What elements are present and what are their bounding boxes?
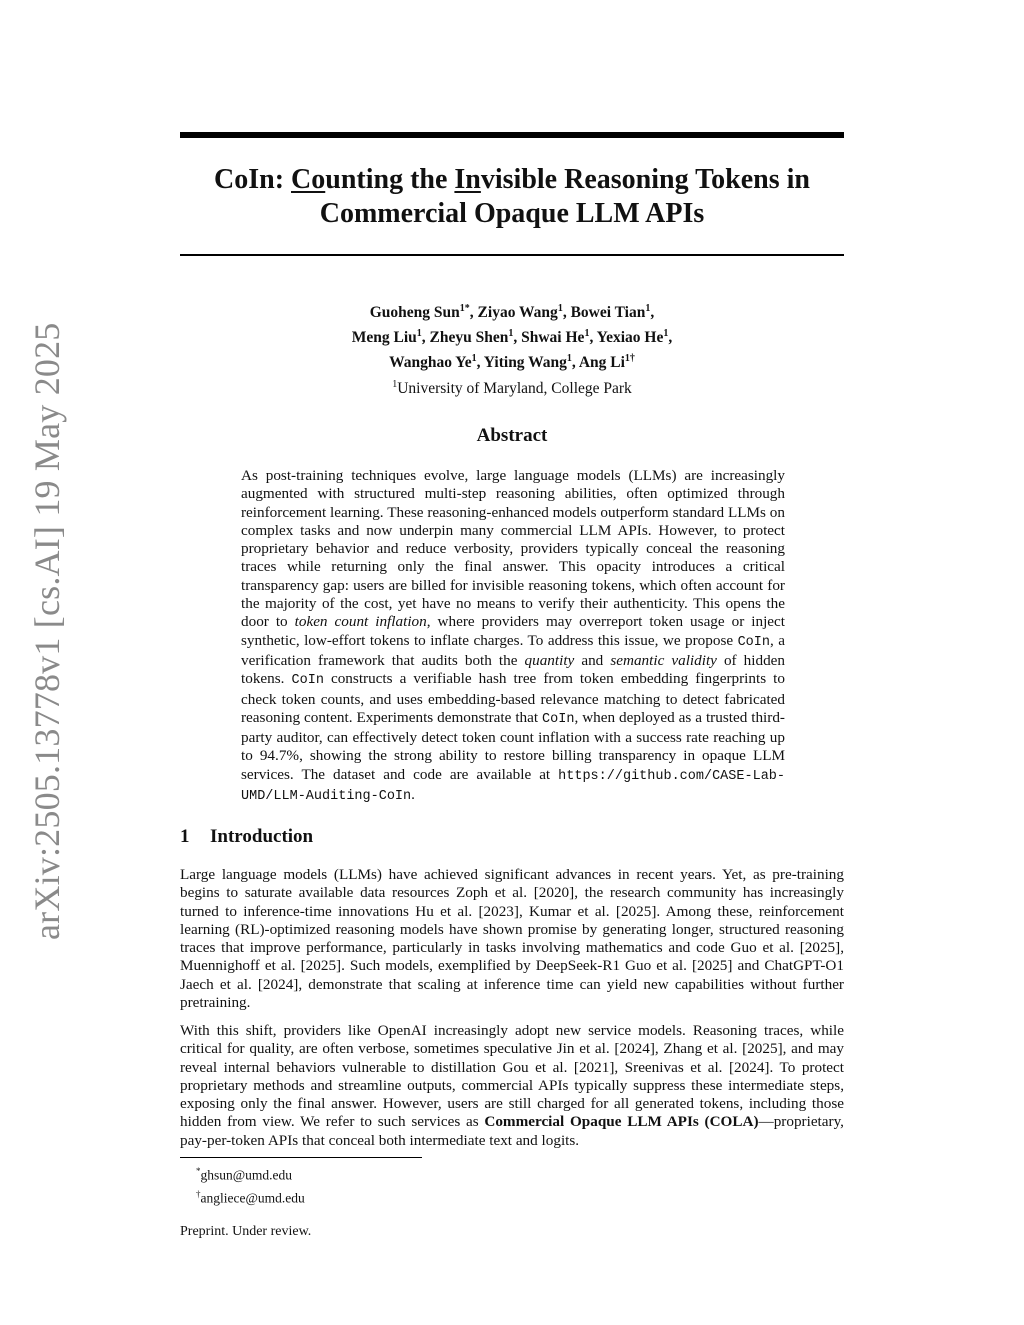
abstract-heading: Abstract (476, 425, 548, 446)
author-name: Zheyu Shen (429, 329, 509, 347)
author-name: Shwai He (521, 329, 585, 347)
affiliation: $^1$University of Maryland, College Park (392, 378, 632, 397)
author-block: Guoheng Sun$^{1*}$, Ziyao Wang$^1$, Bowei Tian$^1$, Meng Liu$^1$, Zheyu Shen$^1$, Shwai He$^1$, Yexiao He$^1$, Wanghao Ye$^1$, Yiting Wang$^1$, Ang $Li^{1\dagger}$ $^1$University of Maryland, College Park (351, 303, 673, 397)
title-bottom-rule (180, 254, 844, 256)
author-name: Ziyao Wang (477, 304, 558, 322)
intro-paragraph-1: Large language models (LLMs) have achieved significant advances in recent years. Yet, as pre-training begins to saturate available data resources Zoph et al. [2020], the research community has increasingly turned to inference-time innovations Hu et al. [2023], Kumar et al. [2025]. Among these, reinforcement learning (RL)-optimized reasoning models have shown promise by generating longer, structured reasoning traces that improve performance, particularly in tasks involving mathematics and code Guo et al. [2025], Muennighoff et al. [2025]. Such models, exemplified by DeepSeek-R1 Guo et al. [2025] and ChatGPT-O1 Jaech et al. [2024], demonstrate that scaling at inference time can yield new capabilities without further pretraining. (180, 866, 844, 1012)
section-heading: 1 Introduction (180, 826, 314, 847)
title-top-rule (180, 132, 844, 138)
author-name: Ang Li (578, 354, 625, 372)
abstract-text: As post-training techniques evolve, large language models (LLMs) are increasingly augmented with structured multi-step reasoning abilities, often optimized through reinforcement learning. These reasoning-enhanced models outperform standard LLMs on complex tasks and now underpin many commercial LLM APIs. However, to protect proprietary behavior and reduce verbosity, providers typically conceal the reasoning traces while returning only the final answer. This opacity introduces a critical transparency gap: users are billed for invisible reasoning tokens, which often account for the majority of the cost, yet have no means to verify their authenticity. This opens the door to token count inflation, where providers may overreport token usage or inject synthetic, low-effort tokens to inflate charges. To address this issue, we propose CoIn, a verification framework that audits both the quantity and semantic validity of hidden tokens. CoIn constructs a verifiable hash tree from token embedding fingerprints to check token counts, and uses embedding-based relevance matching to detect fabricated reasoning content. Experiments demonstrate that CoIn, when deployed as a trusted third-party auditor, can effectively detect token count inflation with a success rate reaching up to 94.7%, showing the strong ability to restore billing transparency in opaque LLM services. The dataset and code are available at https://github.com/CASE-Lab-UMD/LLM-Auditing-CoIn. (241, 467, 786, 805)
footnote-rule (180, 1157, 422, 1158)
author-name: Guoheng Sun (369, 304, 460, 322)
author-name: Yiting Wang (483, 354, 567, 372)
author-name: Bowei Tian (570, 304, 646, 322)
arxiv-stamp: arXiv:2505.13778v1 [cs.AI] 19 May 2025 (27, 322, 67, 940)
paper-title: CoIn: Counting the Invisible Reasoning Tokens in Commercial Opaque LLM APIs (214, 164, 810, 229)
author-name: Wanghao Ye (389, 354, 472, 372)
footnotes (196, 1162, 305, 1207)
author-name: Yexiao He (596, 329, 664, 347)
repo-link[interactable]: https://github.com/CASE-Lab-UMD/LLM-Auditing-CoIn (241, 768, 785, 805)
intro-paragraph-2: With this shift, providers like OpenAI increasingly adopt new service models. Reasoning traces, while critical for quality, are often verbose, sometimes speculative Jin et al. [2024], Zhang et al. [2025], and may reveal internal behaviors vulnerable to distillation Gou et al. [2021], Sreenivas et al. [2024]. To protect proprietary methods and streamline outputs, commercial APIs typically suppress these intermediate steps, exposing only the final answer. However, users are still charged for all generated tokens, including those hidden from view. We refer to such services as Commercial Opaque LLM APIs (COLA)—proprietary, pay-per-token APIs that conceal both intermediate text and logits. (180, 1022, 844, 1149)
author-name: Meng Liu (351, 329, 417, 347)
preprint-note: Preprint. Under review. (180, 1224, 312, 1239)
footnote: *ghsun@umd.edu (196, 1166, 293, 1183)
footnote: †angliece@umd.edu (196, 1188, 305, 1205)
